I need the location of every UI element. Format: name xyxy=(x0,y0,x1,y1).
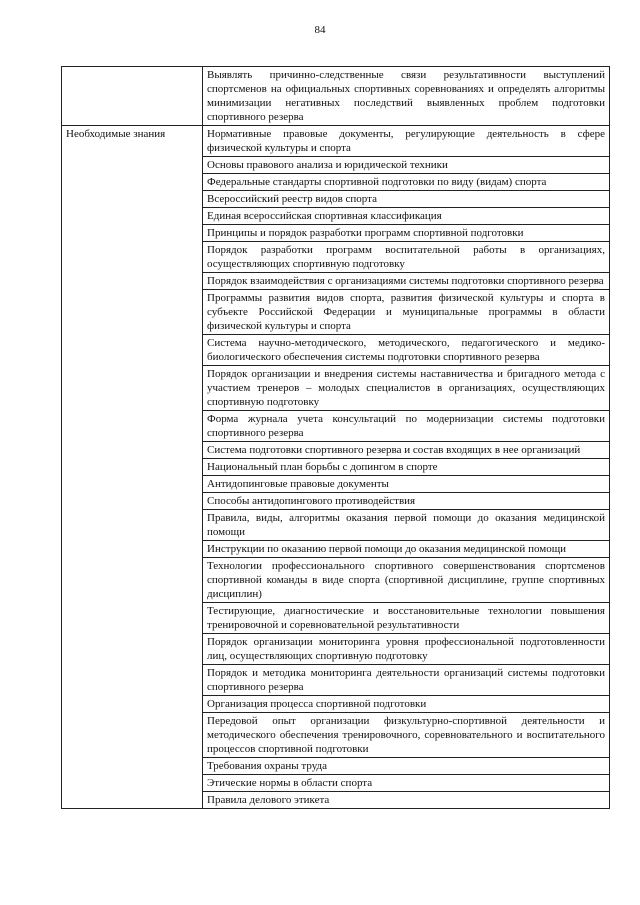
knowledge-item: Порядок организации мониторинга уровня профессиональной подготовленности лиц, осуществляющих спортивную подготовку xyxy=(203,634,610,665)
page-number: 84 xyxy=(314,24,326,36)
knowledge-item: Способы антидопингового противодействия xyxy=(203,493,610,510)
table-row xyxy=(62,126,610,157)
skill-text: Выявлять причинно-следственные связи результативности выступлений спортсменов на официальных спортивных соревнованиях и определять алгоритмы минимизации негативных последствий выявленных проблем подготовки спортивного резерва xyxy=(203,67,610,126)
knowledge-item: Инструкции по оказанию первой помощи до оказания медицинской помощи xyxy=(203,541,610,558)
knowledge-item: Единая всероссийская спортивная классификация xyxy=(203,208,610,225)
knowledge-item: Принципы и порядок разработки программ спортивной подготовки xyxy=(203,225,610,242)
knowledge-item: Основы правового анализа и юридической техники xyxy=(203,157,610,174)
row-label-empty xyxy=(62,67,203,126)
knowledge-item: Требования охраны труда xyxy=(203,758,610,775)
knowledge-item: Правила, виды, алгоритмы оказания первой помощи до оказания медицинской помощи xyxy=(203,510,610,541)
knowledge-item: Нормативные правовые документы, регулирующие деятельность в сфере физической культуры и спорта xyxy=(203,126,610,157)
knowledge-item: Тестирующие, диагностические и восстановительные технологии повышения тренировочной и соревновательной результативности xyxy=(203,603,610,634)
knowledge-item: Всероссийский реестр видов спорта xyxy=(203,191,610,208)
knowledge-label: Необходимые знания xyxy=(62,126,203,809)
knowledge-item: Система научно-методического, методического, педагогического и медико-биологического обеспечения системы подготовки спортивного резерва xyxy=(203,335,610,366)
table-row xyxy=(62,67,610,126)
knowledge-item: Правила делового этикета xyxy=(203,792,610,809)
knowledge-item: Порядок и методика мониторинга деятельности организаций системы подготовки спортивного резерва xyxy=(203,665,610,696)
knowledge-item: Антидопинговые правовые документы xyxy=(203,476,610,493)
table-body xyxy=(62,67,610,809)
knowledge-item: Этические нормы в области спорта xyxy=(203,775,610,792)
knowledge-table xyxy=(61,66,610,809)
knowledge-item: Технологии профессионального спортивного совершенствования спортсменов спортивной команды в виде спорта (спортивной дисциплине, группе спортивных дисциплин) xyxy=(203,558,610,603)
knowledge-item: Организация процесса спортивной подготовки xyxy=(203,696,610,713)
knowledge-item: Программы развития видов спорта, развития физической культуры и спорта в субъекте Российской Федерации и муниципальные программы в области физической культуры и спорта xyxy=(203,290,610,335)
knowledge-item: Порядок разработки программ воспитательной работы в организациях, осуществляющих спортивную подготовку xyxy=(203,242,610,273)
knowledge-item: Форма журнала учета консультаций по модернизации системы подготовки спортивного резерва xyxy=(203,411,610,442)
knowledge-item: Система подготовки спортивного резерва и состав входящих в нее организаций xyxy=(203,442,610,459)
knowledge-item: Порядок взаимодействия с организациями системы подготовки спортивного резерва xyxy=(203,273,610,290)
knowledge-item: Передовой опыт организации физкультурно-спортивной деятельности и методического обеспечения тренировочного, соревновательного и воспитательного процессов спортивной подготовки xyxy=(203,713,610,758)
knowledge-item: Федеральные стандарты спортивной подготовки по виду (видам) спорта xyxy=(203,174,610,191)
knowledge-item: Порядок организации и внедрения системы наставничества и бригадного метода с участием тренеров – молодых специалистов в организациях, осуществляющих спортивную подготовку xyxy=(203,366,610,411)
knowledge-item: Национальный план борьбы с допингом в спорте xyxy=(203,459,610,476)
